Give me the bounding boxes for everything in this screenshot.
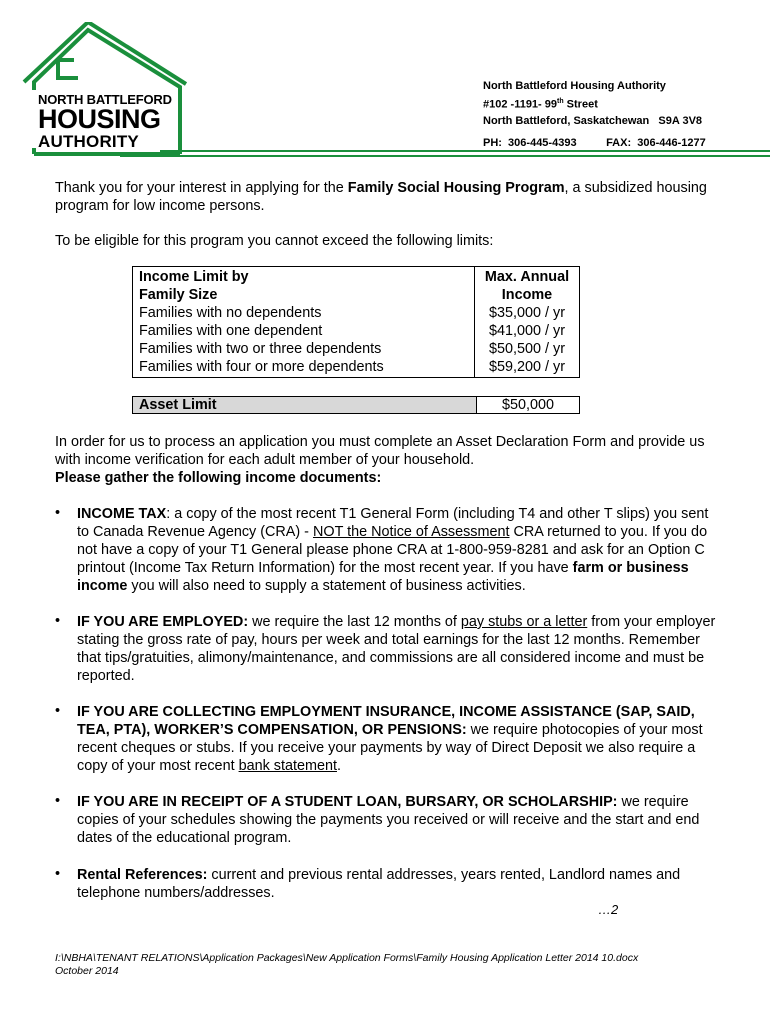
logo-text-3: AUTHORITY <box>38 132 139 151</box>
table-row: Families with one dependent $41,000 / yr <box>133 322 580 340</box>
header-right-1: Max. Annual <box>484 269 570 285</box>
city-address: North Battleford, Saskatchewan S9A 3V8 <box>483 114 703 127</box>
footer <box>55 952 638 978</box>
header-right-2: Income <box>501 287 553 303</box>
income-limit-table <box>132 266 580 378</box>
file-path: I:\NBHA\TENANT RELATIONS\Application Packages\New Application Forms\Family Housing Application Letter 2014 10.docx <box>55 952 639 964</box>
header-rule-2 <box>120 155 770 157</box>
logo-text-2: HOUSING <box>38 104 161 134</box>
fax-number: FAX: 306-446-1277 <box>606 136 706 149</box>
footer-date: October 2014 <box>55 965 119 977</box>
logo-text-1: NORTH BATTLEFORD <box>38 92 172 107</box>
org-name: North Battleford Housing Authority <box>483 80 666 92</box>
asset-limit-value: $50,000 <box>477 397 579 413</box>
phone-number: PH: 306-445-4393 <box>483 136 577 149</box>
table-row: Families with two or three dependents $50,500 / yr <box>133 340 580 358</box>
asset-limit-row <box>132 396 580 414</box>
table-header <box>133 267 580 305</box>
address-block <box>483 78 706 151</box>
bullet-icon: • <box>55 613 61 629</box>
program-name: Family Social Housing Program <box>347 180 565 196</box>
table-row: Families with no dependents $35,000 / yr <box>133 304 580 322</box>
intro-paragraph: Thank you for your interest in applying for the Family Social Housing Program, a subsidized housing program for low income persons. <box>55 180 707 214</box>
street-address: #102 -1191- 99th Street <box>483 98 598 111</box>
asset-limit-label: Asset Limit <box>133 397 477 413</box>
bullet-icon: • <box>55 505 61 521</box>
nbha-logo <box>18 22 188 157</box>
header-left-1: Income Limit by <box>139 269 249 285</box>
table-row: Families with four or more dependents $59,200 / yr <box>133 358 580 378</box>
bullet-icon: • <box>55 793 61 809</box>
process-paragraph: In order for us to process an application you must complete an Asset Declaration Form and provide us with income verification for each adult member of your household. Please gather the following income documents: <box>55 433 717 487</box>
contact-line <box>483 135 706 151</box>
gather-heading: Please gather the following income documents: <box>55 470 382 486</box>
bullet-icon: • <box>55 866 61 882</box>
bullet-icon: • <box>55 703 61 719</box>
page-continuation: …2 <box>598 902 619 917</box>
header-left-2: Family Size <box>139 287 218 303</box>
eligibility-text: To be eligible for this program you cannot exceed the following limits: <box>55 233 494 249</box>
